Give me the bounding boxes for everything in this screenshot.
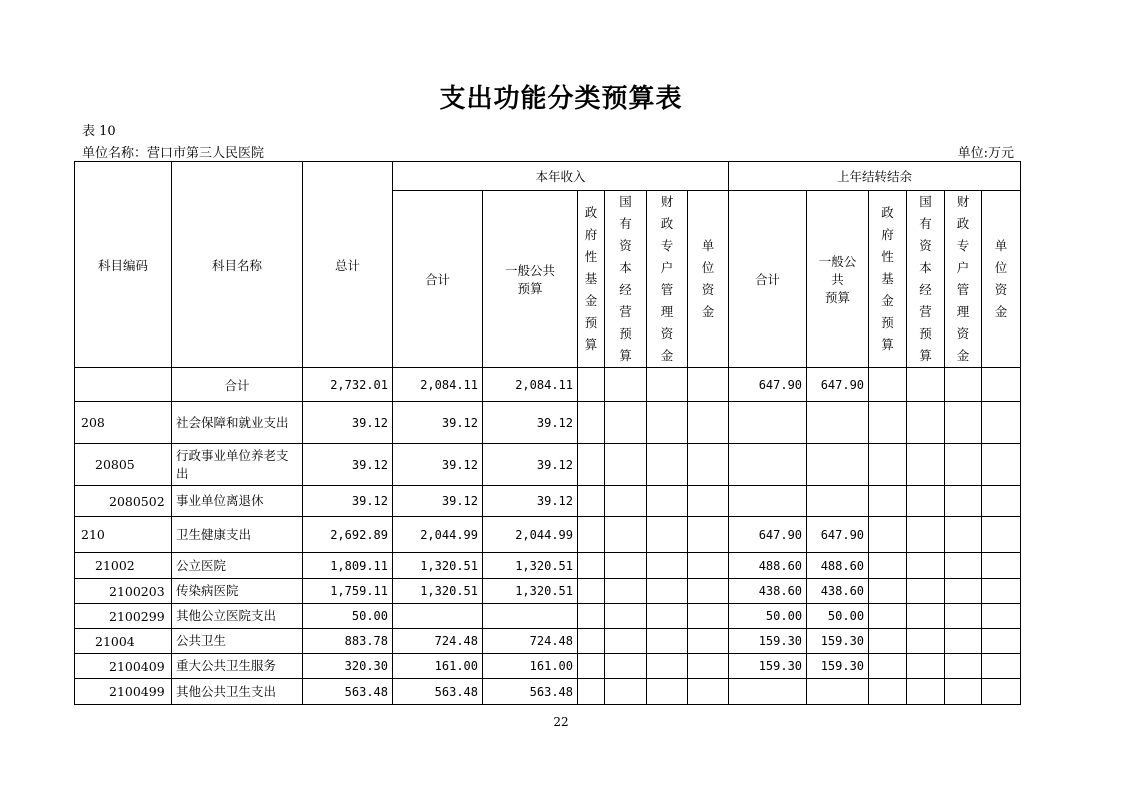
total-co-general: 647.90 <box>807 368 869 402</box>
row-total: 1,809.11 <box>303 553 393 579</box>
unit-name: 单位名称：营口市第三人民医院 <box>82 146 265 161</box>
total-cy-sum: 2,084.11 <box>393 368 483 402</box>
row-cy-general: 1,320.51 <box>483 579 578 604</box>
table-row <box>75 553 1021 579</box>
table-row <box>75 517 1021 553</box>
header-cy-fund: 政 府 性 基 金 预 算 <box>578 191 605 368</box>
header-total: 总计 <box>303 162 393 368</box>
header-cy-general: 一般公共 预算 <box>483 191 578 368</box>
row-cy-general: 2,044.99 <box>483 517 578 553</box>
row-co-sum <box>729 679 807 705</box>
table-total-row <box>75 368 1021 402</box>
row-cy-sum: 1,320.51 <box>393 553 483 579</box>
row-co-general <box>807 402 869 444</box>
row-co-general: 438.60 <box>807 579 869 604</box>
row-cy-sum: 1,320.51 <box>393 579 483 604</box>
row-code: 21002 <box>75 553 172 579</box>
row-code: 2100203 <box>75 579 172 604</box>
row-code: 2100299 <box>75 604 172 629</box>
table-row <box>75 579 1021 604</box>
total-label: 合计 <box>172 368 303 402</box>
row-name: 公立医院 <box>172 553 303 579</box>
row-cy-general: 1,320.51 <box>483 553 578 579</box>
row-total: 39.12 <box>303 444 393 486</box>
row-co-general <box>807 486 869 517</box>
row-cy-sum <box>393 604 483 629</box>
table-row <box>75 444 1021 486</box>
row-code: 210 <box>75 517 172 553</box>
row-cy-sum: 724.48 <box>393 629 483 654</box>
row-name: 社会保障和就业支出 <box>172 402 303 444</box>
row-cy-sum: 2,044.99 <box>393 517 483 553</box>
table-row <box>75 679 1021 705</box>
total-co-sum: 647.90 <box>729 368 807 402</box>
row-total: 563.48 <box>303 679 393 705</box>
row-co-sum <box>729 444 807 486</box>
row-cy-general: 724.48 <box>483 629 578 654</box>
row-co-sum: 50.00 <box>729 604 807 629</box>
row-cy-general: 39.12 <box>483 486 578 517</box>
row-co-general: 159.30 <box>807 629 869 654</box>
row-cy-general: 563.48 <box>483 679 578 705</box>
row-name: 行政事业单位养老支出 <box>172 444 303 486</box>
row-total: 883.78 <box>303 629 393 654</box>
total-cy-general: 2,084.11 <box>483 368 578 402</box>
row-code: 21004 <box>75 629 172 654</box>
row-co-sum <box>729 402 807 444</box>
header-carryover: 上年结转结余 <box>729 162 1021 191</box>
row-cy-sum: 39.12 <box>393 486 483 517</box>
header-co-fund: 政 府 性 基 金 预 算 <box>869 191 907 368</box>
currency-unit: 单位:万元 <box>957 146 1014 161</box>
row-code: 208 <box>75 402 172 444</box>
header-cy-sum: 合计 <box>393 191 483 368</box>
row-co-general: 488.60 <box>807 553 869 579</box>
page-number: 22 <box>553 715 569 729</box>
header-cy-fiscal: 财 政 专 户 管 理 资 金 <box>647 191 688 368</box>
table-row <box>75 402 1021 444</box>
row-cy-general <box>483 604 578 629</box>
row-total: 2,692.89 <box>303 517 393 553</box>
table-number: 表 10 <box>82 124 116 139</box>
row-cy-sum: 39.12 <box>393 402 483 444</box>
row-total: 39.12 <box>303 486 393 517</box>
row-name: 事业单位离退休 <box>172 486 303 517</box>
row-co-sum: 159.30 <box>729 629 807 654</box>
row-name: 传染病医院 <box>172 579 303 604</box>
table-row <box>75 604 1021 629</box>
row-cy-general: 161.00 <box>483 654 578 679</box>
header-current-year-income: 本年收入 <box>393 162 729 191</box>
table-row <box>75 654 1021 679</box>
row-total: 39.12 <box>303 402 393 444</box>
row-code: 2100409 <box>75 654 172 679</box>
header-code: 科目编码 <box>75 162 172 368</box>
row-name: 公共卫生 <box>172 629 303 654</box>
row-code: 2080502 <box>75 486 172 517</box>
header-cy-unit: 单 位 资 金 <box>688 191 729 368</box>
row-total: 50.00 <box>303 604 393 629</box>
header-co-fiscal: 财 政 专 户 管 理 资 金 <box>945 191 982 368</box>
row-name: 其他公共卫生支出 <box>172 679 303 705</box>
total-total: 2,732.01 <box>303 368 393 402</box>
row-co-sum: 647.90 <box>729 517 807 553</box>
row-co-general: 50.00 <box>807 604 869 629</box>
table-row <box>75 629 1021 654</box>
header-co-state: 国 有 资 本 经 营 预 算 <box>907 191 945 368</box>
row-name: 重大公共卫生服务 <box>172 654 303 679</box>
row-co-sum: 488.60 <box>729 553 807 579</box>
row-co-sum: 159.30 <box>729 654 807 679</box>
page-title: 支出功能分类预算表 <box>439 84 683 114</box>
row-co-general <box>807 444 869 486</box>
row-co-general <box>807 679 869 705</box>
row-co-general: 159.30 <box>807 654 869 679</box>
row-co-general: 647.90 <box>807 517 869 553</box>
row-cy-sum: 39.12 <box>393 444 483 486</box>
row-co-sum <box>729 486 807 517</box>
row-code: 2100499 <box>75 679 172 705</box>
row-co-sum: 438.60 <box>729 579 807 604</box>
budget-table <box>74 161 1021 705</box>
table-row <box>75 486 1021 517</box>
row-cy-general: 39.12 <box>483 402 578 444</box>
row-total: 1,759.11 <box>303 579 393 604</box>
row-name: 卫生健康支出 <box>172 517 303 553</box>
header-name: 科目名称 <box>172 162 303 368</box>
row-cy-general: 39.12 <box>483 444 578 486</box>
row-code: 20805 <box>75 444 172 486</box>
header-cy-state: 国 有 资 本 经 营 预 算 <box>605 191 647 368</box>
header-co-general: 一般公 共 预算 <box>807 191 869 368</box>
header-co-unit: 单 位 资 金 <box>982 191 1021 368</box>
row-cy-sum: 161.00 <box>393 654 483 679</box>
row-total: 320.30 <box>303 654 393 679</box>
row-name: 其他公立医院支出 <box>172 604 303 629</box>
header-co-sum: 合计 <box>729 191 807 368</box>
row-cy-sum: 563.48 <box>393 679 483 705</box>
